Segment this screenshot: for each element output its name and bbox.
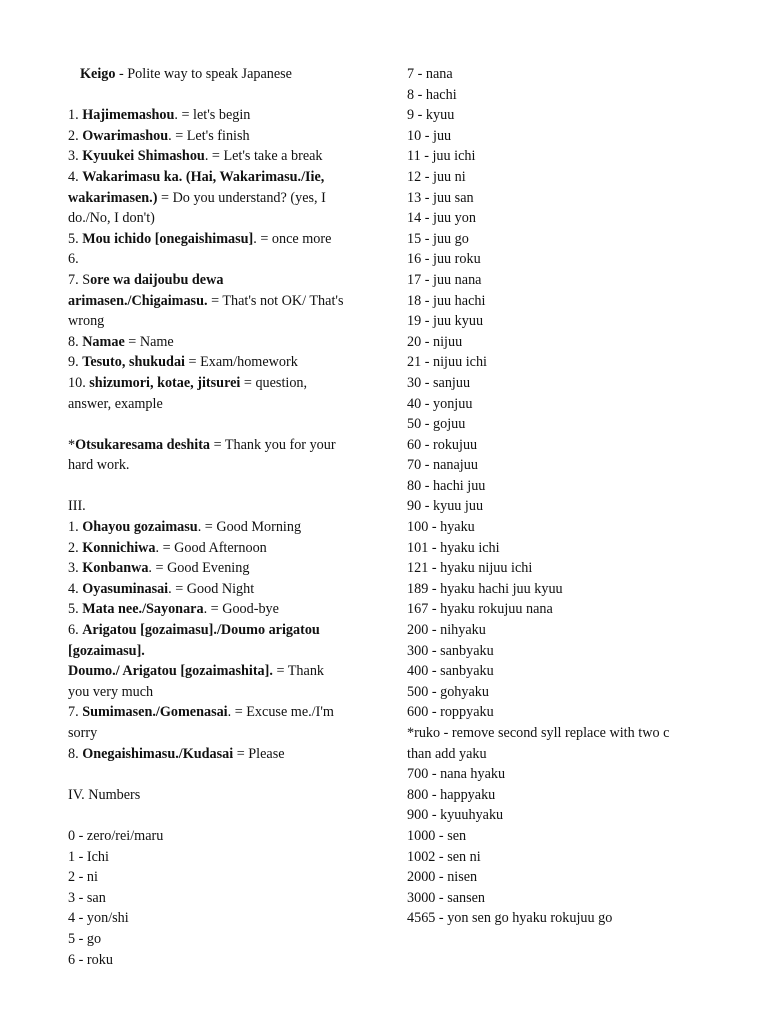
text-segment: 1 - Ichi	[68, 848, 109, 865]
number-line: 8 - hachi	[407, 86, 457, 103]
blank-line	[68, 764, 368, 785]
text-segment: 2.	[68, 539, 83, 556]
text-segment: hard work.	[68, 457, 130, 474]
text-segment: 4.	[68, 580, 83, 597]
number-line: 100 - hyaku	[407, 519, 475, 536]
bold-term: shizumori, kotae, jitsurei	[89, 374, 241, 391]
text-line	[68, 496, 368, 517]
number-line: 16 - juu roku	[407, 251, 481, 268]
bold-term: Wakarimasu ka. (Hai, Wakarimasu./Iie,	[82, 168, 325, 185]
text-segment: answer, example	[68, 395, 163, 412]
number-line: 1000 - sen	[407, 827, 467, 844]
number-line: 900 - kyuuhyaku	[407, 807, 504, 824]
bold-term: Doumo./ Arigatou [gozaimashita].	[68, 663, 273, 680]
text-segment: 4 - yon/shi	[68, 910, 129, 927]
number-line: 80 - hachi juu	[407, 477, 486, 494]
text-line	[68, 620, 368, 641]
bold-term: Mou ichido [onegaishimasu]	[82, 230, 254, 247]
bold-term: Keigo	[80, 66, 116, 82]
number-line: 19 - juu kyuu	[407, 313, 484, 330]
text-segment: 2 - ni	[68, 869, 98, 886]
text-line	[68, 249, 368, 270]
text-segment: 10.	[68, 374, 90, 391]
blank-line	[68, 476, 368, 497]
text-line	[68, 661, 368, 682]
number-line: 1002 - sen ni	[407, 848, 481, 865]
text-segment: = Do you understand? (yes, I	[157, 189, 326, 206]
number-line: 30 - sanjuu	[407, 374, 471, 391]
text-segment: 0 - zero/rei/maru	[68, 827, 164, 844]
text-line	[68, 188, 368, 209]
text-line	[68, 229, 368, 250]
bold-term: Namae	[82, 333, 125, 350]
text-segment: = Thank	[272, 663, 325, 680]
text-line	[68, 867, 368, 888]
blank-line	[68, 414, 368, 435]
text-segment: . = Good-bye	[203, 601, 279, 618]
bold-term: Mata nee./Sayonara	[82, 601, 204, 618]
bold-term: arimasen./Chigaimasu.	[68, 292, 208, 309]
text-segment: . = Good Afternoon	[155, 539, 267, 556]
number-line: 20 - nijuu	[407, 333, 463, 350]
text-line	[68, 888, 368, 909]
left-column	[68, 64, 368, 970]
text-line	[68, 332, 368, 353]
text-line	[68, 167, 368, 188]
text-line	[68, 785, 368, 806]
text-line	[68, 929, 368, 950]
text-line	[68, 908, 368, 929]
number-line: 50 - gojuu	[407, 416, 466, 433]
number-line: 70 - nanajuu	[407, 457, 478, 474]
text-segment: = question,	[240, 374, 308, 391]
number-line: 90 - kyuu juu	[407, 498, 484, 515]
text-segment: 6 - roku	[68, 951, 113, 968]
text-line	[68, 950, 368, 971]
number-line: 200 - nihyaku	[407, 622, 486, 639]
number-line: 12 - juu ni	[407, 168, 466, 185]
text-line	[68, 579, 368, 600]
bold-term: Sumimasen./Gomenasai	[82, 704, 228, 721]
text-segment: 1.	[68, 107, 83, 124]
text-segment: *	[68, 436, 76, 453]
text-segment: 3.	[68, 148, 83, 165]
text-line	[68, 126, 368, 147]
bold-term: wakarimasen.)	[68, 189, 158, 206]
text-line	[68, 208, 368, 229]
number-line: 300 - sanbyaku	[407, 642, 494, 659]
text-segment: 6.	[68, 251, 79, 268]
text-line	[68, 599, 368, 620]
bold-term: Konnichiwa	[82, 539, 156, 556]
text-segment: 7. S	[68, 271, 91, 288]
text-segment: . = Let's finish	[168, 127, 250, 144]
bold-term: [gozaimasu].	[68, 642, 145, 659]
text-segment: . = Excuse me./I'm	[227, 704, 334, 721]
text-segment: 8.	[68, 333, 83, 350]
number-line: 60 - rokujuu	[407, 436, 478, 453]
number-line: than add yaku	[407, 745, 487, 762]
bold-term: Owarimashou	[82, 127, 169, 144]
text-line	[68, 558, 368, 579]
text-line	[68, 826, 368, 847]
number-line: 600 - roppyaku	[407, 704, 494, 721]
text-segment: 1.	[68, 519, 83, 536]
number-line: 800 - happyaku	[407, 786, 496, 803]
bold-term: Konbanwa	[82, 560, 149, 577]
document-title	[68, 64, 368, 85]
text-segment: . = Good Morning	[197, 519, 302, 536]
number-line: 121 - hyaku nijuu ichi	[407, 560, 533, 577]
text-segment: - Polite way to speak Japanese	[115, 66, 292, 82]
bold-term: Ohayou gozaimasu	[82, 519, 198, 536]
text-line	[68, 394, 368, 415]
number-line: 3000 - sansen	[407, 889, 486, 906]
number-line: 700 - nana hyaku	[407, 766, 506, 783]
number-line: 2000 - nisen	[407, 869, 478, 886]
bold-term: Hajimemashou	[82, 107, 175, 124]
number-line: 17 - juu nana	[407, 271, 482, 288]
text-segment: 3 - san	[68, 889, 106, 906]
number-line: 15 - juu go	[407, 230, 469, 247]
blank-line	[68, 805, 368, 826]
text-segment: = That's not OK/ That's	[207, 292, 344, 309]
number-line: 9 - kyuu	[407, 107, 455, 124]
number-line: 14 - juu yon	[407, 210, 476, 227]
text-segment: III.	[68, 498, 86, 515]
text-segment: 6.	[68, 622, 83, 639]
text-line	[68, 723, 368, 744]
text-segment: IV. Numbers	[68, 786, 141, 803]
text-segment: 5.	[68, 601, 83, 618]
text-line	[68, 435, 368, 456]
text-segment: do./No, I don't)	[68, 210, 155, 227]
number-line: 7 - nana	[407, 66, 453, 82]
number-line: 4565 - yon sen go hyaku rokujuu go	[407, 910, 613, 927]
text-segment: sorry	[68, 725, 98, 741]
bold-term: Otsukaresama deshita	[75, 436, 211, 453]
text-line	[68, 847, 368, 868]
bold-term: Arigatou [gozaimasu]./Doumo arigatou	[82, 622, 320, 639]
text-segment: = Please	[233, 745, 285, 762]
text-line	[68, 352, 368, 373]
text-segment: 4.	[68, 168, 83, 185]
text-segment: 3.	[68, 560, 83, 577]
text-line	[68, 291, 368, 312]
text-line	[68, 641, 368, 662]
text-line	[68, 311, 368, 332]
text-line	[68, 105, 368, 126]
right-column	[407, 64, 707, 929]
text-line	[68, 702, 368, 723]
text-line	[68, 682, 368, 703]
text-line	[68, 270, 368, 291]
number-line: 11 - juu ichi	[407, 148, 476, 165]
text-segment: 5.	[68, 230, 83, 247]
text-line	[68, 517, 368, 538]
text-segment: . = Let's take a break	[204, 148, 323, 165]
text-segment: . = Good Night	[168, 580, 255, 597]
text-segment: 8.	[68, 745, 83, 762]
number-line: 167 - hyaku rokujuu nana	[407, 601, 553, 618]
number-line: 500 - gohyaku	[407, 683, 489, 700]
text-segment: wrong	[68, 313, 105, 330]
text-line	[68, 744, 368, 765]
text-line	[68, 373, 368, 394]
text-segment: you very much	[68, 683, 154, 700]
number-line: 10 - juu	[407, 127, 452, 144]
text-segment: = Exam/homework	[184, 354, 298, 371]
text-segment: . = once more	[253, 230, 332, 247]
bold-term: Oyasuminasai	[82, 580, 169, 597]
text-line	[68, 538, 368, 559]
number-line: *ruko - remove second syll replace with two c	[407, 725, 670, 741]
number-line: 13 - juu san	[407, 189, 474, 206]
number-line: 189 - hyaku hachi juu kyuu	[407, 580, 563, 597]
number-line: 40 - yonjuu	[407, 395, 473, 412]
text-segment: . = Good Evening	[148, 560, 250, 577]
number-line: 18 - juu hachi	[407, 292, 486, 309]
text-segment: 5 - go	[68, 930, 102, 947]
number-line: 21 - nijuu ichi	[407, 354, 487, 371]
text-segment: = Name	[124, 333, 174, 350]
bold-term: ore wa daijoubu dewa	[90, 271, 224, 288]
text-line	[68, 455, 368, 476]
number-line: 101 - hyaku ichi	[407, 539, 500, 556]
bold-term: Kyuukei Shimashou	[82, 148, 205, 165]
bold-term: Tesuto, shukudai	[82, 354, 185, 371]
text-segment: 7.	[68, 704, 83, 721]
text-segment: 9.	[68, 354, 83, 371]
text-segment: 2.	[68, 127, 83, 144]
blank-line	[68, 85, 368, 106]
bold-term: Onegaishimasu./Kudasai	[82, 745, 234, 762]
number-line: 400 - sanbyaku	[407, 663, 494, 680]
text-segment: . = let's begin	[174, 107, 251, 124]
text-segment: = Thank you for your	[210, 436, 336, 453]
text-line	[68, 146, 368, 167]
